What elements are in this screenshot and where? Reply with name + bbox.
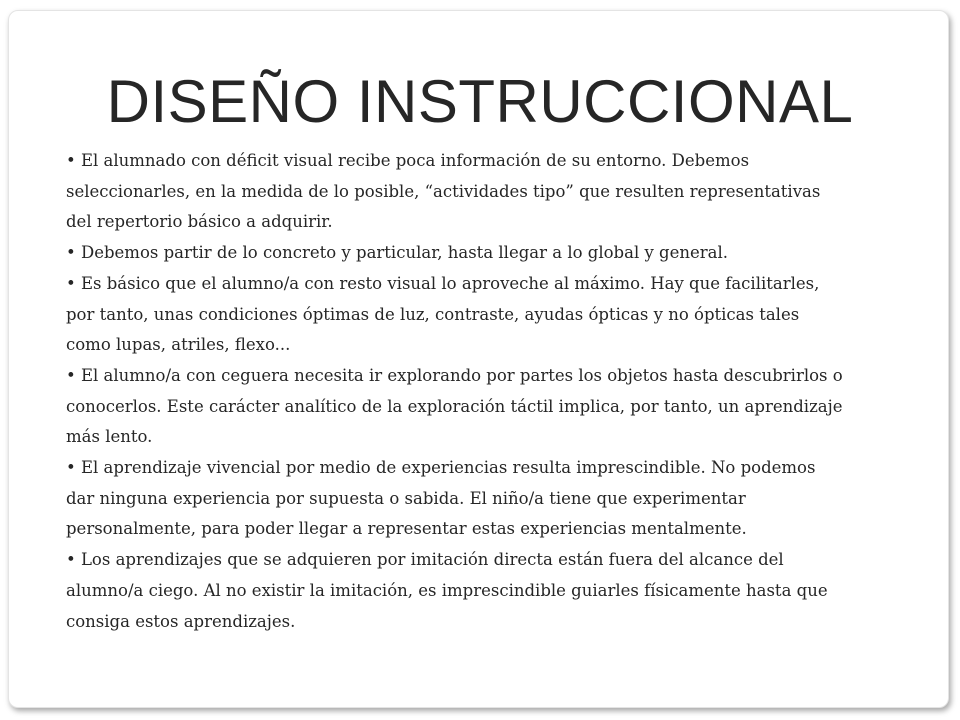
bullet-item: • Debemos partir de lo concreto y particular, hasta llegar a lo global y general. [66, 243, 729, 263]
bullet-item: • Es básico que el alumno/a con resto visual lo aproveche al máximo. Hay que facilitarles, por tanto, unas condiciones óptimas de luz, contraste, ayudas ópticas y no ópticas tales como lupas, atriles, flexo... [66, 273, 820, 355]
bullet-list [66, 146, 846, 637]
bullet-item: • Los aprendizajes que se adquieren por imitación directa están fuera del alcance del alumno/a ciego. Al no existir la imitación, es imprescindible guiarles físicamente hasta que consiga estos aprendizajes. [66, 550, 828, 631]
bullet-item: • El aprendizaje vivencial por medio de experiencias resulta imprescindible. No podemos dar ninguna experiencia por supuesta o sabida. El niño/a tiene que experimentar personalmente, para poder llegar a representar estas experiencias mentalmente. [66, 458, 816, 539]
bullet-item: • El alumno/a con ceguera necesita ir explorando por partes los objetos hasta descubrirlos o conocerlos. Este carácter analítico de la exploración táctil implica, por tanto, un aprendizaje más lento. [66, 365, 843, 447]
bullet-item: • El alumnado con déficit visual recibe poca información de su entorno. Debemos seleccionarles, en la medida de lo posible, “actividades tipo” que resulten representativas del repertorio básico a adquirir. [66, 151, 821, 232]
slide-title: DISEÑO INSTRUCCIONAL [106, 68, 854, 135]
